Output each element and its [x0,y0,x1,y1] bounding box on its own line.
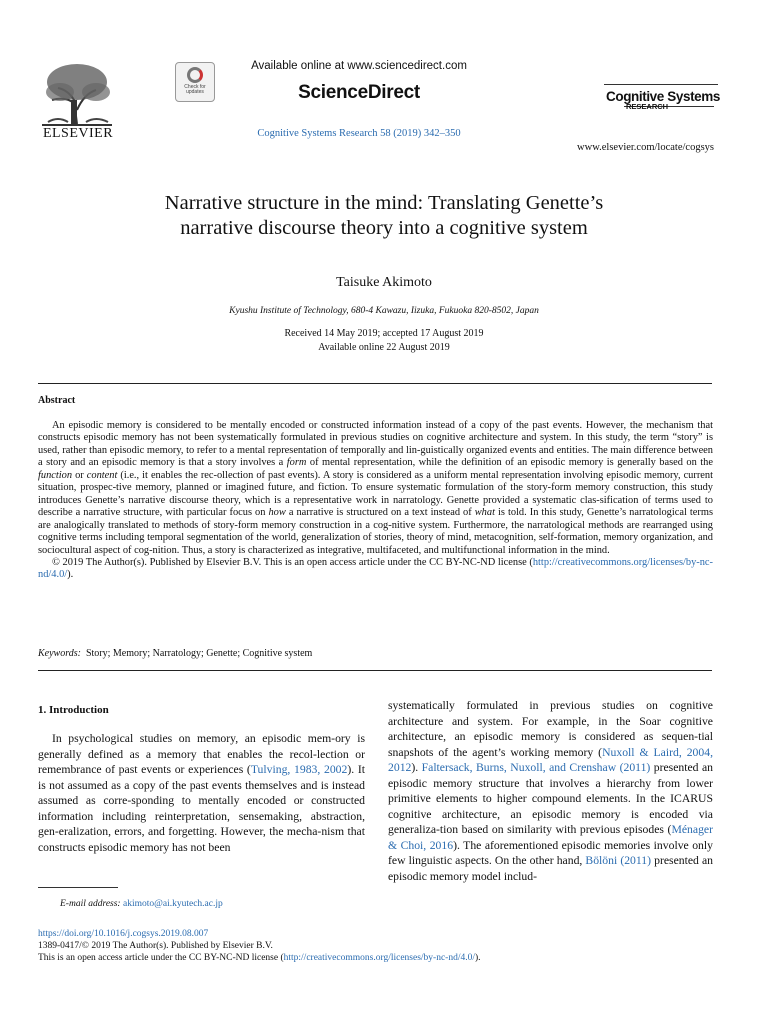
open-access-line [38,953,481,963]
journal-logo-title: Cognitive Systems [606,89,720,104]
footnote-rule [38,887,118,888]
author-affiliation: Kyushu Institute of Technology, 680-4 Kawazu, Iizuka, Fukuoka 820-8502, Japan [229,306,539,316]
oa-license-link[interactable]: http://creativecommons.org/licenses/by-nc-nd/4.0/ [283,953,475,963]
keywords [38,648,312,659]
logo-rule-top [604,84,718,85]
title-line-2: narrative discourse theory into a cognitive system [180,217,588,239]
abstract-heading: Abstract [38,395,76,406]
section-heading-introduction: 1. Introduction [38,704,109,716]
issn-line: 1389-0417/© 2019 The Author(s). Published by Elsevier B.V. [38,941,273,951]
email-label: E-mail address: [60,899,121,909]
publisher-name: ELSEVIER [42,126,114,141]
oa-end: ). [475,953,481,963]
license-link[interactable]: http://creativecommons.org/licenses/by-nc-nd/4.0/ [38,556,713,581]
abstract-rule-bottom [38,670,712,671]
citation-nuxoll[interactable]: Nuxoll & Laird, 2004, 2012 [388,745,713,774]
abstract-paragraph [38,420,713,557]
available-online-banner: Available online at www.sciencedirect.com [251,60,467,72]
check-updates-label: Check for updates [184,84,206,95]
received-dates: Received 14 May 2019; accepted 17 August 2019 [284,328,484,339]
body-column-left [38,731,365,855]
copyright-text: © 2019 The Author(s). Published by Elsevier B.V. This is an open access article under the CC BY-NC-ND license ( [52,556,533,568]
body-column-right [388,698,713,884]
abstract-em-how: how [268,507,286,519]
title-line-1: Narrative structure in the mind: Translating Genette’s [164,192,604,214]
paper-title [60,191,708,241]
keywords-list: Story; Memory; Narratology; Genette; Cognitive system [85,648,313,659]
copyright-end: ). [67,569,74,581]
keywords-label: Keywords: [38,648,81,659]
citation-boloni[interactable]: Bölöni (2011) [585,854,652,867]
abstract-text-5: is told. In this study, Genette’s narratological terms are analogically translated to methods of story-form memory construction in a cog-nitive system. Furthermore, the narratological methods are rearranged using cognitive terms including temporal segmentation of the world, generalization of stories, theory of mind, metacognition, self-formation, memory organization, and sociocultural aspect of cog-nition. Thus, a story is characterized as integrative, multifaceted, and multifunctional information in the mind. [38,507,713,556]
footnote-email [60,899,223,909]
abstract-rule-top [38,383,712,384]
citation-faltersack[interactable]: Faltersack, Burns, Nuxoll, and Crenshaw (2011) [421,761,651,774]
intro-text-f: ). The aforementioned episodic memories involve only few linguistic aspects. On the other hand, [388,838,713,867]
sciencedirect-logo: ScienceDirect [298,82,420,103]
abstract-em-content: content [86,469,118,481]
abstract-text-4: a narrative is structured on a text instead of [285,507,475,519]
intro-text-g: presented an episodic memory model includ- [388,854,714,883]
oa-text: This is an open access article under the CC BY-NC-ND license ( [38,953,284,963]
journal-logo-subtitle: RESEARCH [626,102,669,111]
journal-url[interactable]: www.elsevier.com/locate/cogsys [577,142,714,153]
check-for-updates-badge[interactable] [175,62,215,102]
citation-tulving[interactable]: Tulving, 1983, 2002 [250,763,348,776]
intro-text-c: systematically formulated in previous studies on cognitive architecture and system. For example, in the Soar cognitive architecture, an episodic memory is considered as sequen-tial snapshots of the agent’s working memory ( [388,699,713,759]
intro-text-b: ). It is not assumed as a copy of the past events themselves and is instead assumed as corre-sponding to mentally encoded or constructed information including reinterpretation, sensemaking, abstraction, gen-eralization, errors, and forgetting. However, the mecha-nism that constructs episodic memory has not been [38,763,365,854]
available-online-date: Available online 22 August 2019 [318,342,450,353]
copyright-notice [38,557,713,582]
abstract-text-1: An episodic memory is considered to be mentally encoded or constructed information instead of a copy of the past events. However, the mechanism that constructs episodic memory has not been systematically formulated in previous studies on cognitive architecture and system. In this study, the term “story” is used, rather than episodic memory, to refer to a mental representation of temporally and lin-guistically organized events and entities. The main difference between a story and an episodic memory is that a story involves a [38,420,713,469]
abstract-em-function: function [38,469,73,481]
abstract-text-or: or [72,469,87,481]
doi-link[interactable]: https://doi.org/10.1016/j.cogsys.2019.08.007 [38,929,209,939]
citation-menager[interactable]: Ménager & Choi, 2016 [388,823,713,852]
check-updates-icon [187,67,203,83]
intro-text-e: presented an episodic memory structure that involves a hierarchy from lower primitive elements to higher compound elements. In the ICARUS cognitive architecture, an episodic memory is encoded via generaliza-tion based on similarity with previous episodes ( [388,761,713,836]
author-name[interactable]: Taisuke Akimoto [336,275,432,290]
intro-text-a: In psychological studies on memory, an episodic mem-ory is generally defined as a memory that enables the recol-lection or remembrance of past events or experiences ( [38,732,365,776]
journal-logo [600,84,720,111]
intro-text-d: ). [411,761,422,774]
abstract-em-form: form [286,457,307,469]
abstract-text-2: of mental representation, while the definition of an episodic memory is generally based on the [306,457,713,469]
email-link[interactable]: akimoto@ai.kyutech.ac.jp [122,899,223,909]
journal-reference-link[interactable]: Cognitive Systems Research 58 (2019) 342–350 [257,128,461,139]
abstract-em-what: what [474,507,495,519]
abstract-body [38,420,713,582]
abstract-text-3: (i.e., it enables the rec-ollection of past events). A story is considered as a uniform mental representation involving episodic memory, current situation, prospec-tive memory, planned or imagined future, and fiction. To ensure systematic formulation of the story-form memory construction, this study introduces Genette’s narrative discourse theory, which is a representative work in narratology. Genette provided a systematic clas-sification of terms used to describe a narrative structure, with particular focus on [38,469,713,519]
